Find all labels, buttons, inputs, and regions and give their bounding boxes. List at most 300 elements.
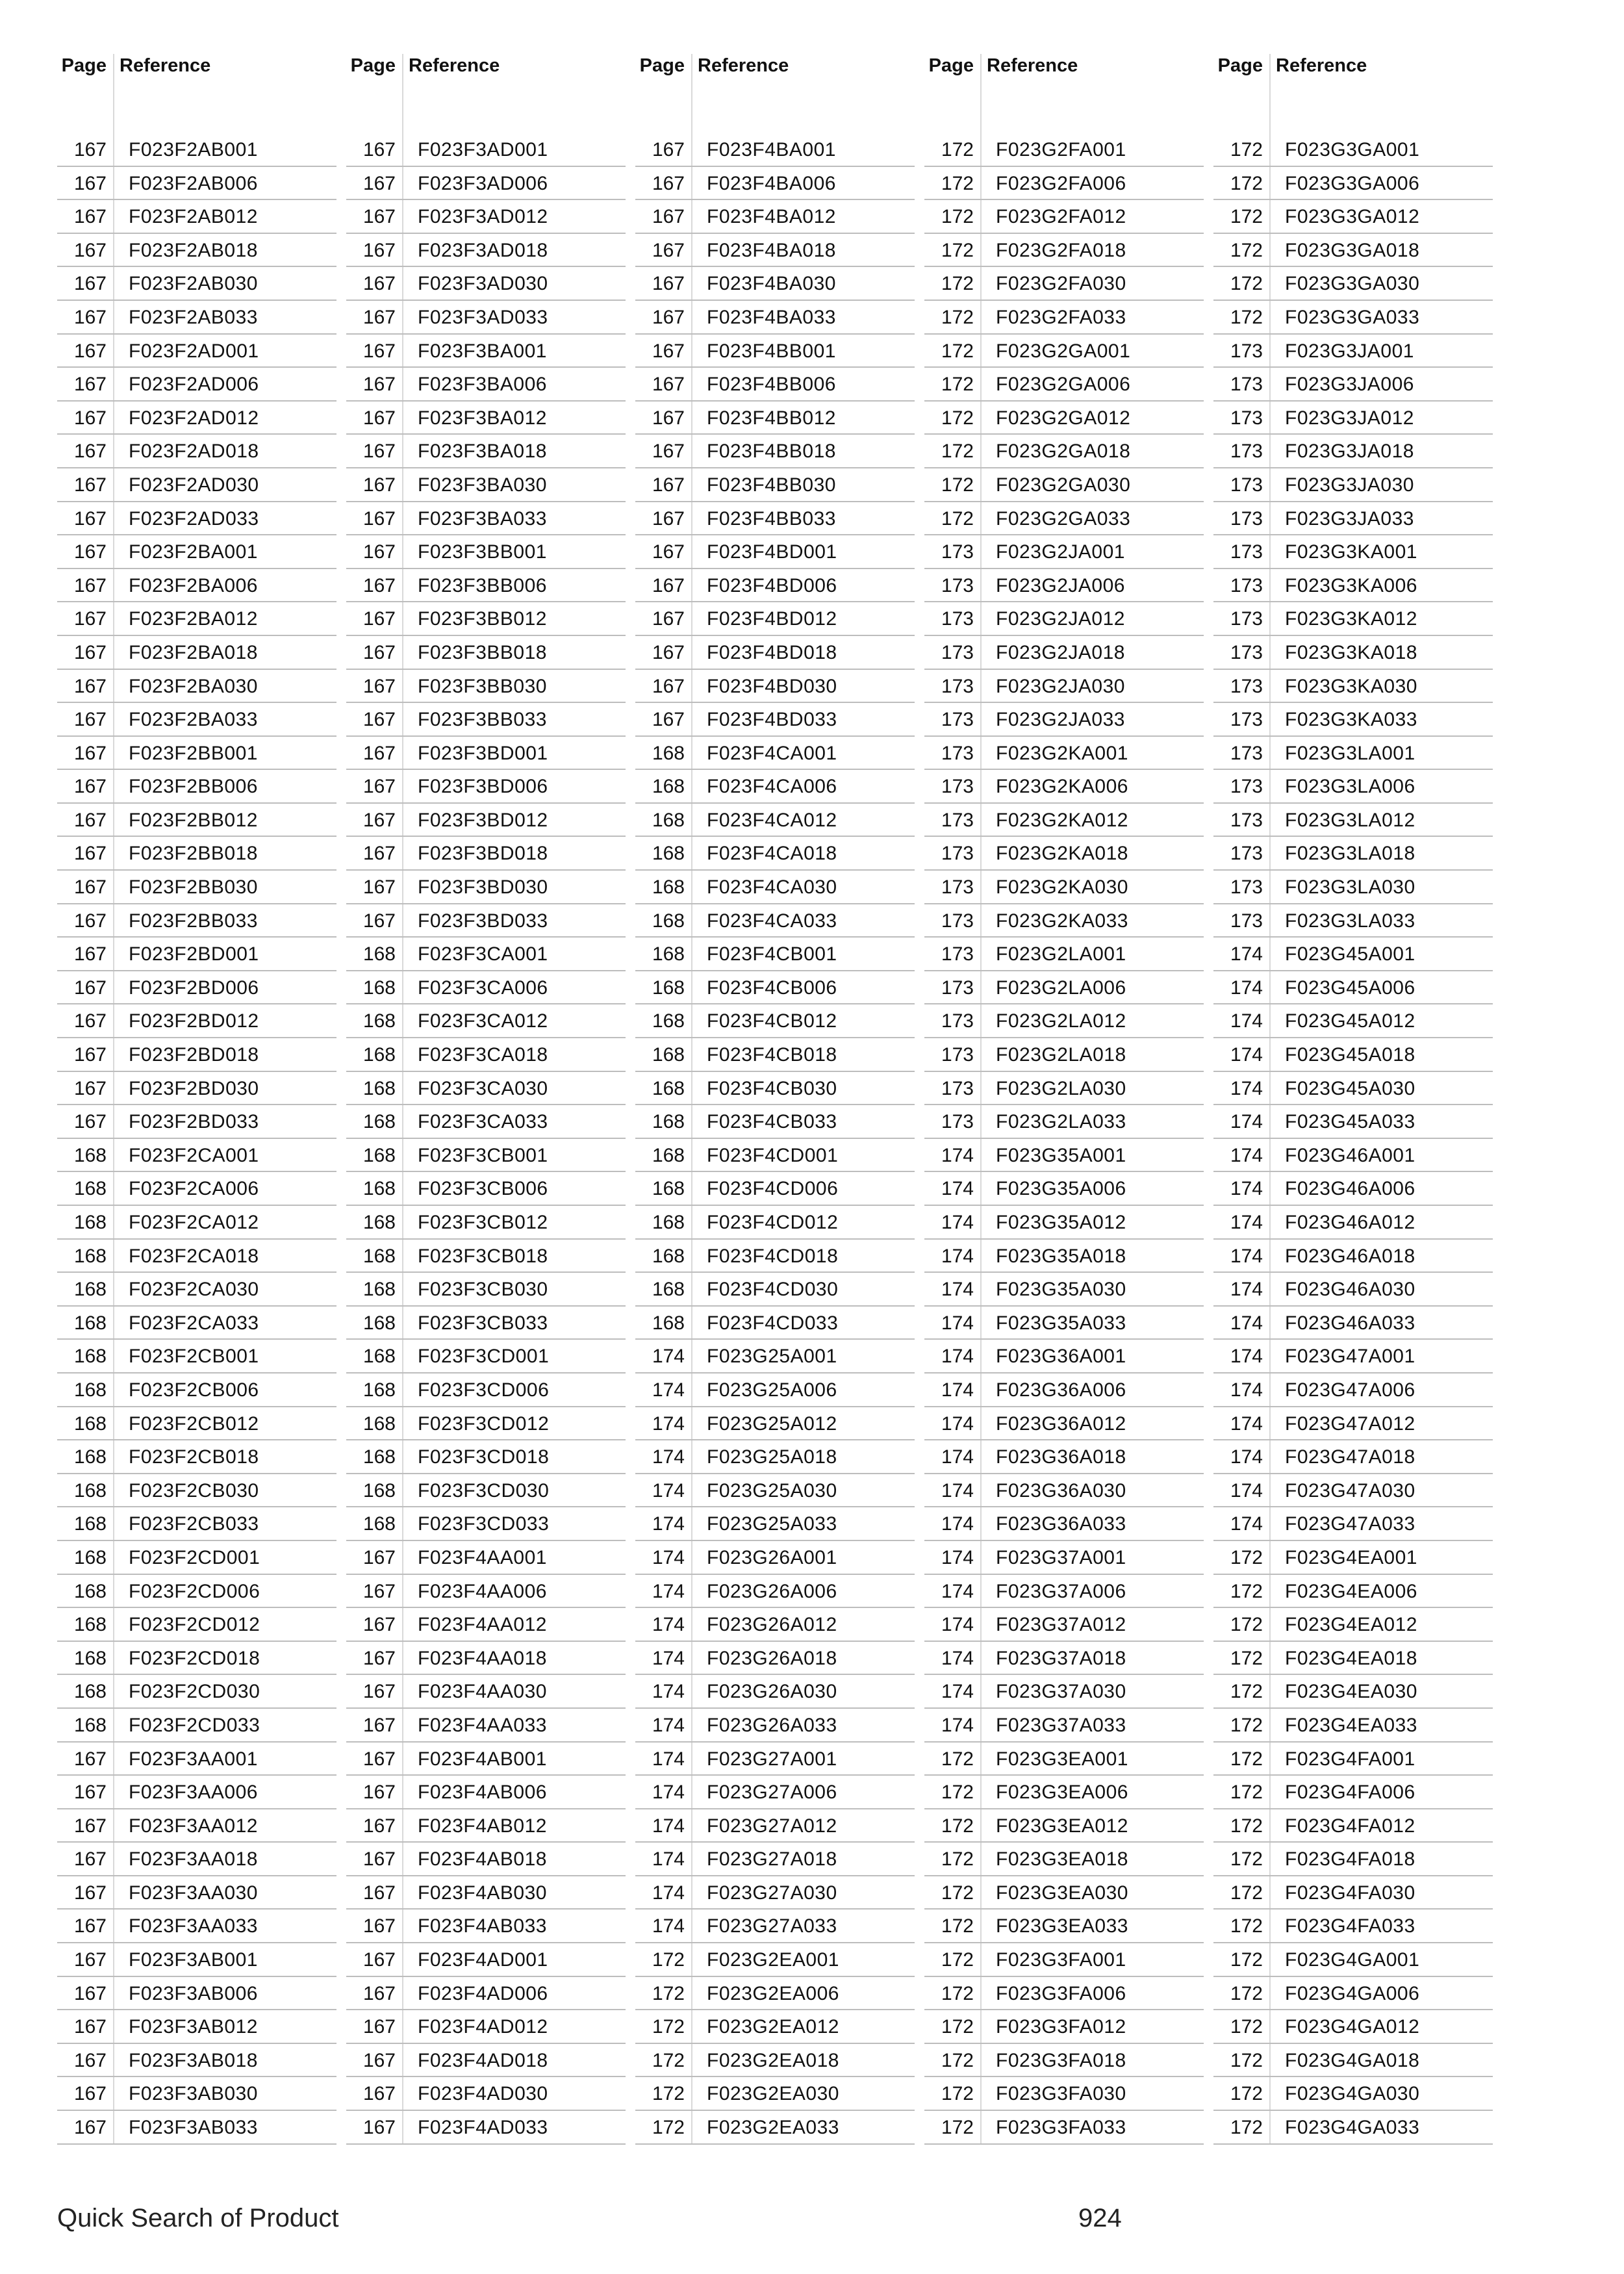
page-number-cell: 174	[652, 1714, 685, 1736]
index-row	[635, 435, 915, 468]
reference-code-cell: F023F4AD012	[418, 2016, 548, 2038]
page-number-cell: 173	[941, 541, 974, 563]
index-row	[57, 368, 336, 402]
cell-divider	[402, 1172, 403, 1205]
index-row	[57, 1977, 336, 2011]
index-row	[57, 402, 336, 435]
page-number-cell: 168	[73, 1446, 107, 1468]
cell-divider	[691, 1407, 692, 1440]
reference-code-cell: F023F3BB012	[418, 608, 547, 630]
index-row	[924, 1440, 1204, 1474]
index-row	[346, 2044, 626, 2078]
page-number-cell: 168	[652, 742, 685, 764]
page-number-cell: 167	[73, 374, 107, 396]
cell-divider	[1269, 502, 1271, 535]
cell-divider	[1269, 200, 1271, 233]
reference-code-cell: F023G4EA030	[1285, 1681, 1417, 1703]
cell-divider	[691, 1105, 692, 1138]
page-number-cell: 167	[362, 139, 396, 160]
cell-divider	[1269, 435, 1271, 467]
cell-divider	[1269, 267, 1271, 300]
reference-code-cell: F023G27A018	[707, 1848, 837, 1871]
index-row	[346, 971, 626, 1005]
reference-code-cell: F023G4GA018	[1285, 2049, 1420, 2071]
reference-code-cell: F023F2CA018	[129, 1245, 259, 1267]
page-number-cell: 168	[362, 1479, 396, 1501]
page-number-cell: 167	[362, 441, 396, 463]
reference-code-cell: F023G37A006	[996, 1580, 1126, 1602]
reference-code-cell: F023G4GA001	[1285, 1949, 1420, 1971]
cell-divider	[1269, 1709, 1271, 1741]
index-row	[635, 904, 915, 938]
index-row	[924, 2010, 1204, 2044]
index-row	[346, 1206, 626, 1240]
cell-divider	[980, 1072, 982, 1105]
column-divider	[113, 54, 114, 145]
page-number-cell: 167	[362, 1614, 396, 1636]
index-row	[635, 1608, 915, 1642]
page-number-cell: 167	[73, 1882, 107, 1904]
cell-divider	[980, 1776, 982, 1808]
reference-code-cell: F023G2LA018	[996, 1044, 1126, 1066]
page-number-cell: 167	[362, 273, 396, 295]
reference-code-cell: F023G2LA030	[996, 1077, 1126, 1099]
page-number-cell: 172	[1230, 1681, 1263, 1703]
index-row	[924, 770, 1204, 804]
page-number-cell: 172	[1230, 1982, 1263, 2004]
reference-code-cell: F023G2EA018	[707, 2049, 839, 2071]
reference-code-cell: F023G2EA030	[707, 2083, 839, 2105]
index-row	[346, 402, 626, 435]
page-number-cell: 167	[652, 574, 685, 596]
reference-code-cell: F023F2BB018	[129, 843, 258, 865]
page-number-cell: 167	[73, 1915, 107, 1937]
cell-divider	[1269, 1373, 1271, 1406]
page-number-cell: 167	[362, 1681, 396, 1703]
reference-code-cell: F023F3AA012	[129, 1815, 258, 1837]
index-row	[635, 301, 915, 335]
page-number-cell: 167	[362, 1782, 396, 1804]
reference-code-cell: F023F3CB033	[418, 1312, 548, 1334]
index-row	[924, 1910, 1204, 1943]
index-row	[1213, 1004, 1493, 1038]
reference-code-cell: F023F3BA006	[418, 374, 547, 396]
index-row	[635, 234, 915, 268]
page-number-cell: 167	[362, 474, 396, 496]
reference-code-cell: F023F2BD001	[129, 943, 259, 965]
reference-code-cell: F023G4FA012	[1285, 1815, 1415, 1837]
cell-divider	[980, 602, 982, 635]
page-number-cell: 167	[652, 206, 685, 228]
cell-divider	[691, 535, 692, 568]
page-number-cell: 167	[362, 1982, 396, 2004]
reference-code-cell: F023F2BD012	[129, 1010, 259, 1032]
page-number-cell: 168	[73, 1144, 107, 1166]
index-row	[635, 1004, 915, 1038]
page-number-cell: 167	[362, 1714, 396, 1736]
page-number-cell: 168	[73, 1681, 107, 1703]
reference-code-cell: F023F4AD006	[418, 1982, 548, 2004]
index-row	[57, 2044, 336, 2078]
cell-divider	[691, 602, 692, 635]
page-number-cell: 173	[1230, 374, 1263, 396]
index-row	[924, 1843, 1204, 1876]
page-number-cell: 168	[362, 1144, 396, 1166]
reference-code-cell: F023G2GA006	[996, 374, 1131, 396]
cell-divider	[1269, 1440, 1271, 1473]
index-row	[1213, 167, 1493, 201]
cell-divider	[1269, 1407, 1271, 1440]
page-number-cell: 173	[1230, 441, 1263, 463]
index-row	[57, 1910, 336, 1943]
reference-code-cell: F023F3BA030	[418, 474, 547, 496]
reference-code-cell: F023G3FA012	[996, 2016, 1126, 2038]
reference-code-cell: F023G47A001	[1285, 1346, 1415, 1368]
index-row	[346, 1373, 626, 1407]
page-number-cell: 172	[941, 172, 974, 194]
page-number-cell: 173	[1230, 407, 1263, 429]
index-row	[635, 2044, 915, 2078]
cell-divider	[402, 1004, 403, 1037]
cell-divider	[980, 468, 982, 501]
reference-code-cell: F023F2CD012	[129, 1614, 260, 1636]
index-row	[1213, 368, 1493, 402]
index-row	[635, 2077, 915, 2111]
reference-code-cell: F023G3LA012	[1285, 809, 1415, 831]
cell-divider	[691, 1072, 692, 1105]
cell-divider	[113, 267, 114, 300]
reference-code-cell: F023G2FA006	[996, 172, 1126, 194]
index-row	[57, 1307, 336, 1340]
index-row	[635, 602, 915, 636]
reference-code-cell: F023G35A006	[996, 1178, 1126, 1200]
page-number-cell: 173	[1230, 843, 1263, 865]
column-header	[635, 49, 915, 84]
cell-divider	[113, 1273, 114, 1305]
index-row	[346, 1004, 626, 1038]
index-row	[57, 804, 336, 837]
index-row	[924, 1575, 1204, 1609]
cell-divider	[113, 1507, 114, 1540]
reference-code-cell: F023G4EA012	[1285, 1614, 1417, 1636]
cell-divider	[1269, 1507, 1271, 1540]
reference-code-cell: F023G3LA030	[1285, 876, 1415, 899]
page-number-cell: 167	[652, 641, 685, 663]
index-row	[1213, 1474, 1493, 1508]
index-row	[57, 1440, 336, 1474]
reference-code-cell: F023G36A001	[996, 1346, 1126, 1368]
index-row	[346, 2077, 626, 2111]
cell-divider	[113, 1038, 114, 1071]
reference-code-cell: F023F3AB018	[129, 2049, 258, 2071]
page-number-cell: 167	[362, 2049, 396, 2071]
cell-divider	[691, 1910, 692, 1942]
reference-code-cell: F023F4BB012	[707, 407, 836, 429]
page-number-cell: 174	[941, 1714, 974, 1736]
cell-divider	[980, 1943, 982, 1976]
reference-code-cell: F023F2BA001	[129, 541, 258, 563]
reference-code-cell: F023F2AB033	[129, 306, 258, 328]
index-row	[635, 1307, 915, 1340]
page-number-cell: 174	[1230, 1479, 1263, 1501]
index-row	[1213, 435, 1493, 468]
page-number-cell: 172	[1230, 206, 1263, 228]
page-number-cell: 168	[362, 1212, 396, 1233]
cell-divider	[402, 837, 403, 869]
reference-code-cell: F023F2CD018	[129, 1647, 260, 1669]
index-row	[346, 1608, 626, 1642]
index-row	[924, 133, 1204, 167]
index-row	[1213, 1910, 1493, 1943]
index-row	[346, 1910, 626, 1943]
reference-code-cell: F023G26A030	[707, 1681, 837, 1703]
page-number-cell: 168	[73, 1212, 107, 1233]
cell-divider	[113, 133, 114, 166]
index-row	[924, 2077, 1204, 2111]
page-number-cell: 172	[941, 206, 974, 228]
cell-divider	[1269, 133, 1271, 166]
cell-divider	[1269, 1340, 1271, 1372]
cell-divider	[691, 938, 692, 970]
index-row	[924, 1105, 1204, 1139]
index-row	[346, 1876, 626, 1910]
cell-divider	[691, 200, 692, 233]
reference-code-cell: F023F2BA006	[129, 574, 258, 596]
cell-divider	[1269, 1943, 1271, 1976]
index-row	[346, 200, 626, 234]
reference-code-cell: F023G26A018	[707, 1647, 837, 1669]
cell-divider	[113, 335, 114, 367]
cell-divider	[402, 368, 403, 400]
page-number-cell: 172	[941, 407, 974, 429]
reference-code-cell: F023G27A006	[707, 1782, 837, 1804]
index-row	[635, 737, 915, 771]
page-number-cell: 167	[362, 1882, 396, 1904]
reference-code-cell: F023G2LA033	[996, 1111, 1126, 1133]
reference-code-cell: F023G26A033	[707, 1714, 837, 1736]
page-number-cell: 167	[73, 1077, 107, 1099]
cell-divider	[1269, 1240, 1271, 1272]
reference-code-cell: F023F3AB006	[129, 1982, 258, 2004]
index-row	[635, 2111, 915, 2145]
cell-divider	[1269, 1809, 1271, 1842]
page-number-cell: 168	[73, 1614, 107, 1636]
page-number-cell: 174	[941, 1279, 974, 1301]
page-number-cell: 172	[941, 1949, 974, 1971]
page-number-cell: 174	[941, 1412, 974, 1435]
reference-code-cell: F023G2GA030	[996, 474, 1131, 496]
cell-divider	[402, 1809, 403, 1842]
cell-divider	[113, 1541, 114, 1574]
index-row	[1213, 1743, 1493, 1776]
index-row	[924, 1373, 1204, 1407]
page-number-cell: 174	[941, 1546, 974, 1568]
index-row	[57, 435, 336, 468]
page-number-cell: 173	[941, 943, 974, 965]
cell-divider	[980, 703, 982, 735]
index-rows	[1213, 133, 1493, 2145]
page-number-cell: 174	[1230, 1412, 1263, 1435]
reference-code-cell: F023G3LA033	[1285, 910, 1415, 932]
index-row	[57, 301, 336, 335]
page-number-cell: 174	[1230, 1312, 1263, 1334]
index-row	[635, 1240, 915, 1273]
cell-divider	[1269, 301, 1271, 333]
page-number-cell: 174	[941, 1312, 974, 1334]
reference-code-cell: F023F2CA006	[129, 1178, 259, 1200]
index-row	[1213, 1273, 1493, 1307]
page-number-cell: 174	[941, 1513, 974, 1535]
index-row	[635, 1743, 915, 1776]
reference-code-cell: F023F4AB001	[418, 1748, 547, 1770]
cell-divider	[691, 1541, 692, 1574]
cell-divider	[691, 1876, 692, 1909]
reference-code-cell: F023F4BA012	[707, 206, 836, 228]
reference-code-cell: F023F4CA012	[707, 809, 837, 831]
cell-divider	[980, 1541, 982, 1574]
index-row	[57, 1709, 336, 1743]
index-row	[346, 837, 626, 871]
page-number-cell: 168	[652, 843, 685, 865]
index-row	[57, 1172, 336, 1206]
reference-code-cell: F023F2BD018	[129, 1044, 259, 1066]
page-number-cell: 168	[362, 1346, 396, 1368]
cell-divider	[402, 1072, 403, 1105]
page-number-cell: 172	[652, 1982, 685, 2004]
cell-divider	[113, 402, 114, 434]
page-number-cell: 167	[652, 273, 685, 295]
cell-divider	[1269, 1977, 1271, 2010]
page-number-cell: 167	[73, 742, 107, 764]
index-row	[346, 602, 626, 636]
page-number-cell: 167	[652, 441, 685, 463]
reference-code-cell: F023G4FA030	[1285, 1882, 1415, 1904]
index-row	[57, 133, 336, 167]
cell-divider	[980, 1440, 982, 1473]
page-number-cell: 168	[652, 977, 685, 999]
index-row	[346, 737, 626, 771]
index-row	[924, 971, 1204, 1005]
cell-divider	[691, 804, 692, 836]
page-number-cell: 167	[73, 1815, 107, 1837]
page-number-cell: 172	[652, 2016, 685, 2038]
cell-divider	[1269, 770, 1271, 802]
index-row	[1213, 1139, 1493, 1173]
index-row	[1213, 1440, 1493, 1474]
index-row	[635, 1977, 915, 2011]
index-row	[1213, 234, 1493, 268]
column-header	[346, 49, 626, 84]
reference-code-cell: F023G35A018	[996, 1245, 1126, 1267]
reference-code-cell: F023F2AD018	[129, 441, 259, 463]
cell-divider	[113, 1776, 114, 1808]
reference-code-cell: F023F4BA006	[707, 172, 836, 194]
cell-divider	[113, 636, 114, 669]
cell-divider	[980, 1206, 982, 1238]
cell-divider	[113, 569, 114, 602]
index-row	[1213, 770, 1493, 804]
page-number-cell: 167	[652, 306, 685, 328]
cell-divider	[402, 703, 403, 735]
reference-code-cell: F023G4GA012	[1285, 2016, 1420, 2038]
index-rows	[346, 133, 626, 2145]
index-row	[346, 2111, 626, 2145]
page-number-cell: 172	[941, 306, 974, 328]
reference-code-cell: F023G47A033	[1285, 1513, 1415, 1535]
page-number-cell: 172	[941, 340, 974, 362]
reference-code-cell: F023G37A001	[996, 1546, 1126, 1568]
page-number-cell: 172	[941, 1748, 974, 1770]
index-row	[1213, 402, 1493, 435]
page-number-cell: 174	[941, 1178, 974, 1200]
cell-divider	[980, 1743, 982, 1775]
reference-code-cell: F023F3CD030	[418, 1479, 550, 1501]
page-number-cell: 167	[362, 574, 396, 596]
index-row	[1213, 904, 1493, 938]
reference-code-cell: F023F4BA001	[707, 139, 836, 160]
page-number-cell: 172	[941, 273, 974, 295]
cell-divider	[113, 1240, 114, 1272]
reference-code-cell: F023G35A012	[996, 1212, 1126, 1233]
page-number-cell: 173	[1230, 910, 1263, 932]
index-row	[57, 1474, 336, 1508]
cell-divider	[402, 1575, 403, 1607]
cell-divider	[113, 938, 114, 970]
column-divider	[1269, 54, 1271, 145]
page-number-cell: 168	[362, 1513, 396, 1535]
index-row	[57, 837, 336, 871]
page-number-cell: 168	[73, 1412, 107, 1435]
reference-code-cell: F023F3AB030	[129, 2083, 258, 2105]
reference-column-header: Reference	[698, 55, 789, 76]
cell-divider	[1269, 1575, 1271, 1607]
index-row	[346, 1407, 626, 1441]
index-row	[1213, 2111, 1493, 2145]
index-row	[346, 1843, 626, 1876]
index-row	[924, 737, 1204, 771]
index-row	[1213, 133, 1493, 167]
reference-code-cell: F023G36A033	[996, 1513, 1126, 1535]
cell-divider	[1269, 2010, 1271, 2043]
cell-divider	[1269, 703, 1271, 735]
reference-code-cell: F023F4BD001	[707, 541, 837, 563]
index-row	[1213, 1407, 1493, 1441]
page-number-cell: 167	[73, 574, 107, 596]
index-row	[57, 1642, 336, 1676]
index-row	[924, 703, 1204, 737]
reference-code-cell: F023F4CB001	[707, 943, 837, 965]
reference-code-cell: F023G46A006	[1285, 1178, 1415, 1200]
reference-code-cell: F023G2KA018	[996, 843, 1128, 865]
cell-divider	[691, 167, 692, 199]
page-number-cell: 167	[362, 407, 396, 429]
index-row	[1213, 468, 1493, 502]
index-row	[1213, 502, 1493, 536]
index-row	[1213, 938, 1493, 971]
reference-code-cell: F023G2JA030	[996, 675, 1125, 697]
page-number-cell: 172	[941, 239, 974, 261]
page-number-cell: 167	[362, 809, 396, 831]
page-column-header: Page	[928, 55, 974, 76]
cell-divider	[980, 804, 982, 836]
reference-code-cell: F023F2CD006	[129, 1580, 260, 1602]
reference-code-cell: F023G3JA033	[1285, 507, 1414, 530]
cell-divider	[980, 1373, 982, 1406]
index-row	[57, 602, 336, 636]
index-row	[635, 368, 915, 402]
reference-code-cell: F023G3GA001	[1285, 139, 1420, 160]
cell-divider	[691, 1206, 692, 1238]
